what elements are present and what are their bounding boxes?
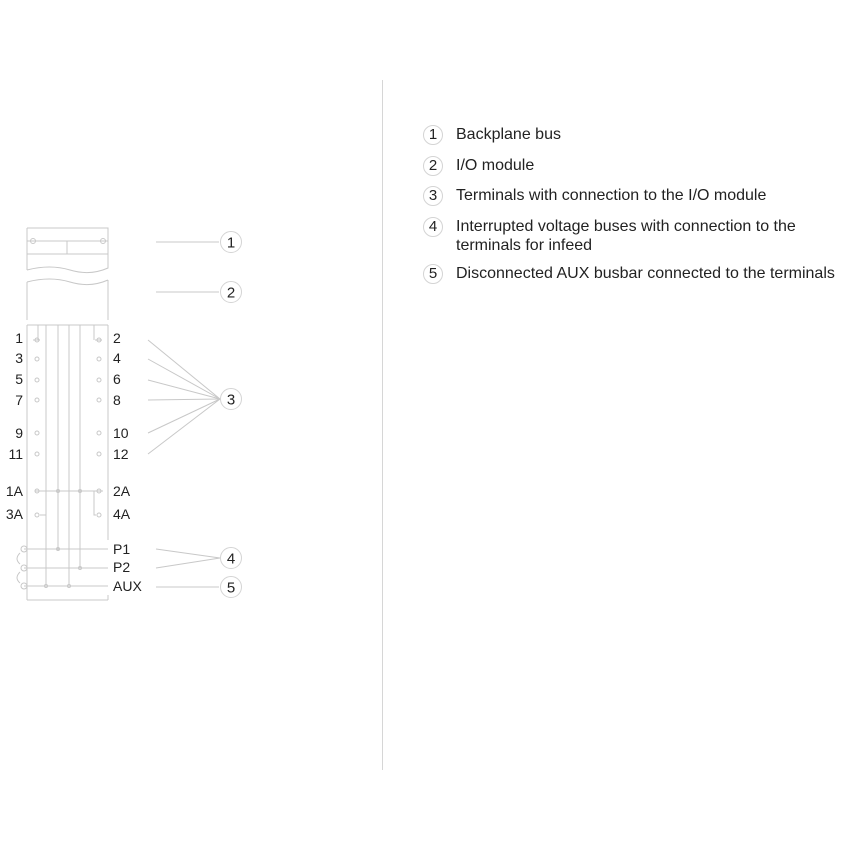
legend-item-4	[423, 217, 846, 255]
svg-text:5: 5	[226, 579, 236, 597]
svg-text:4: 4	[226, 550, 236, 568]
legend-number: 3	[423, 186, 443, 206]
bus-labels	[113, 541, 142, 594]
callout-1	[221, 232, 242, 253]
legend-item-1	[423, 125, 561, 144]
callout-4	[221, 548, 242, 569]
terminal-label: 12	[113, 446, 129, 462]
terminal-label: 7	[15, 392, 23, 408]
terminal-label: 4A	[113, 506, 131, 522]
terminal-label: 4	[113, 350, 121, 366]
terminal-label: 2	[113, 330, 121, 346]
terminal-stubs	[33, 338, 103, 517]
legend-text: Backplane bus	[456, 126, 561, 143]
terminal-block-outline	[27, 325, 108, 600]
bus-label-aux: AUX	[113, 578, 142, 594]
svg-text:3: 3	[226, 391, 236, 409]
svg-text:1: 1	[226, 234, 236, 252]
callout-5	[221, 577, 242, 598]
wiring-diagram	[0, 0, 380, 850]
callout-2	[221, 282, 242, 303]
terminal-label: 1A	[5, 483, 23, 499]
bus-label-p1: P1	[113, 541, 131, 557]
terminal-label: 10	[113, 425, 129, 441]
legend-item-5	[423, 264, 835, 283]
terminal-label: 11	[8, 446, 23, 462]
svg-text:2: 2	[226, 284, 236, 302]
legend-item-3	[423, 186, 766, 205]
terminal-label: 1	[15, 330, 23, 346]
legend-text: Disconnected AUX busbar connected to the terminals	[456, 265, 835, 282]
legend-number: 1	[423, 125, 443, 145]
divider	[382, 80, 383, 770]
terminal-label: 8	[113, 392, 121, 408]
terminal-labels-left	[6, 330, 24, 522]
terminal-label: 3	[15, 350, 23, 366]
callout-3	[221, 389, 242, 410]
terminal-label: 9	[15, 425, 23, 441]
terminal-labels-right	[113, 330, 131, 522]
terminal-label: 6	[113, 371, 121, 387]
legend-item-2	[423, 156, 534, 175]
legend-text: I/O module	[456, 157, 535, 174]
legend-number: 4	[423, 217, 443, 237]
legend-number: 2	[423, 156, 443, 176]
legend-number: 5	[423, 264, 443, 284]
leader-lines	[148, 242, 220, 587]
legend-text: Interrupted voltage buses with connection to the terminals for infeed	[456, 218, 796, 254]
terminal-label: 3A	[5, 506, 23, 522]
bus-label-p2: P2	[113, 559, 131, 575]
terminal-label: 5	[15, 371, 23, 387]
legend-text: Terminals with connection to the I/O module	[456, 187, 767, 204]
bus-rails	[17, 546, 108, 589]
io-module-outline	[27, 279, 108, 320]
terminal-label: 2A	[113, 483, 131, 499]
callouts	[221, 232, 242, 598]
